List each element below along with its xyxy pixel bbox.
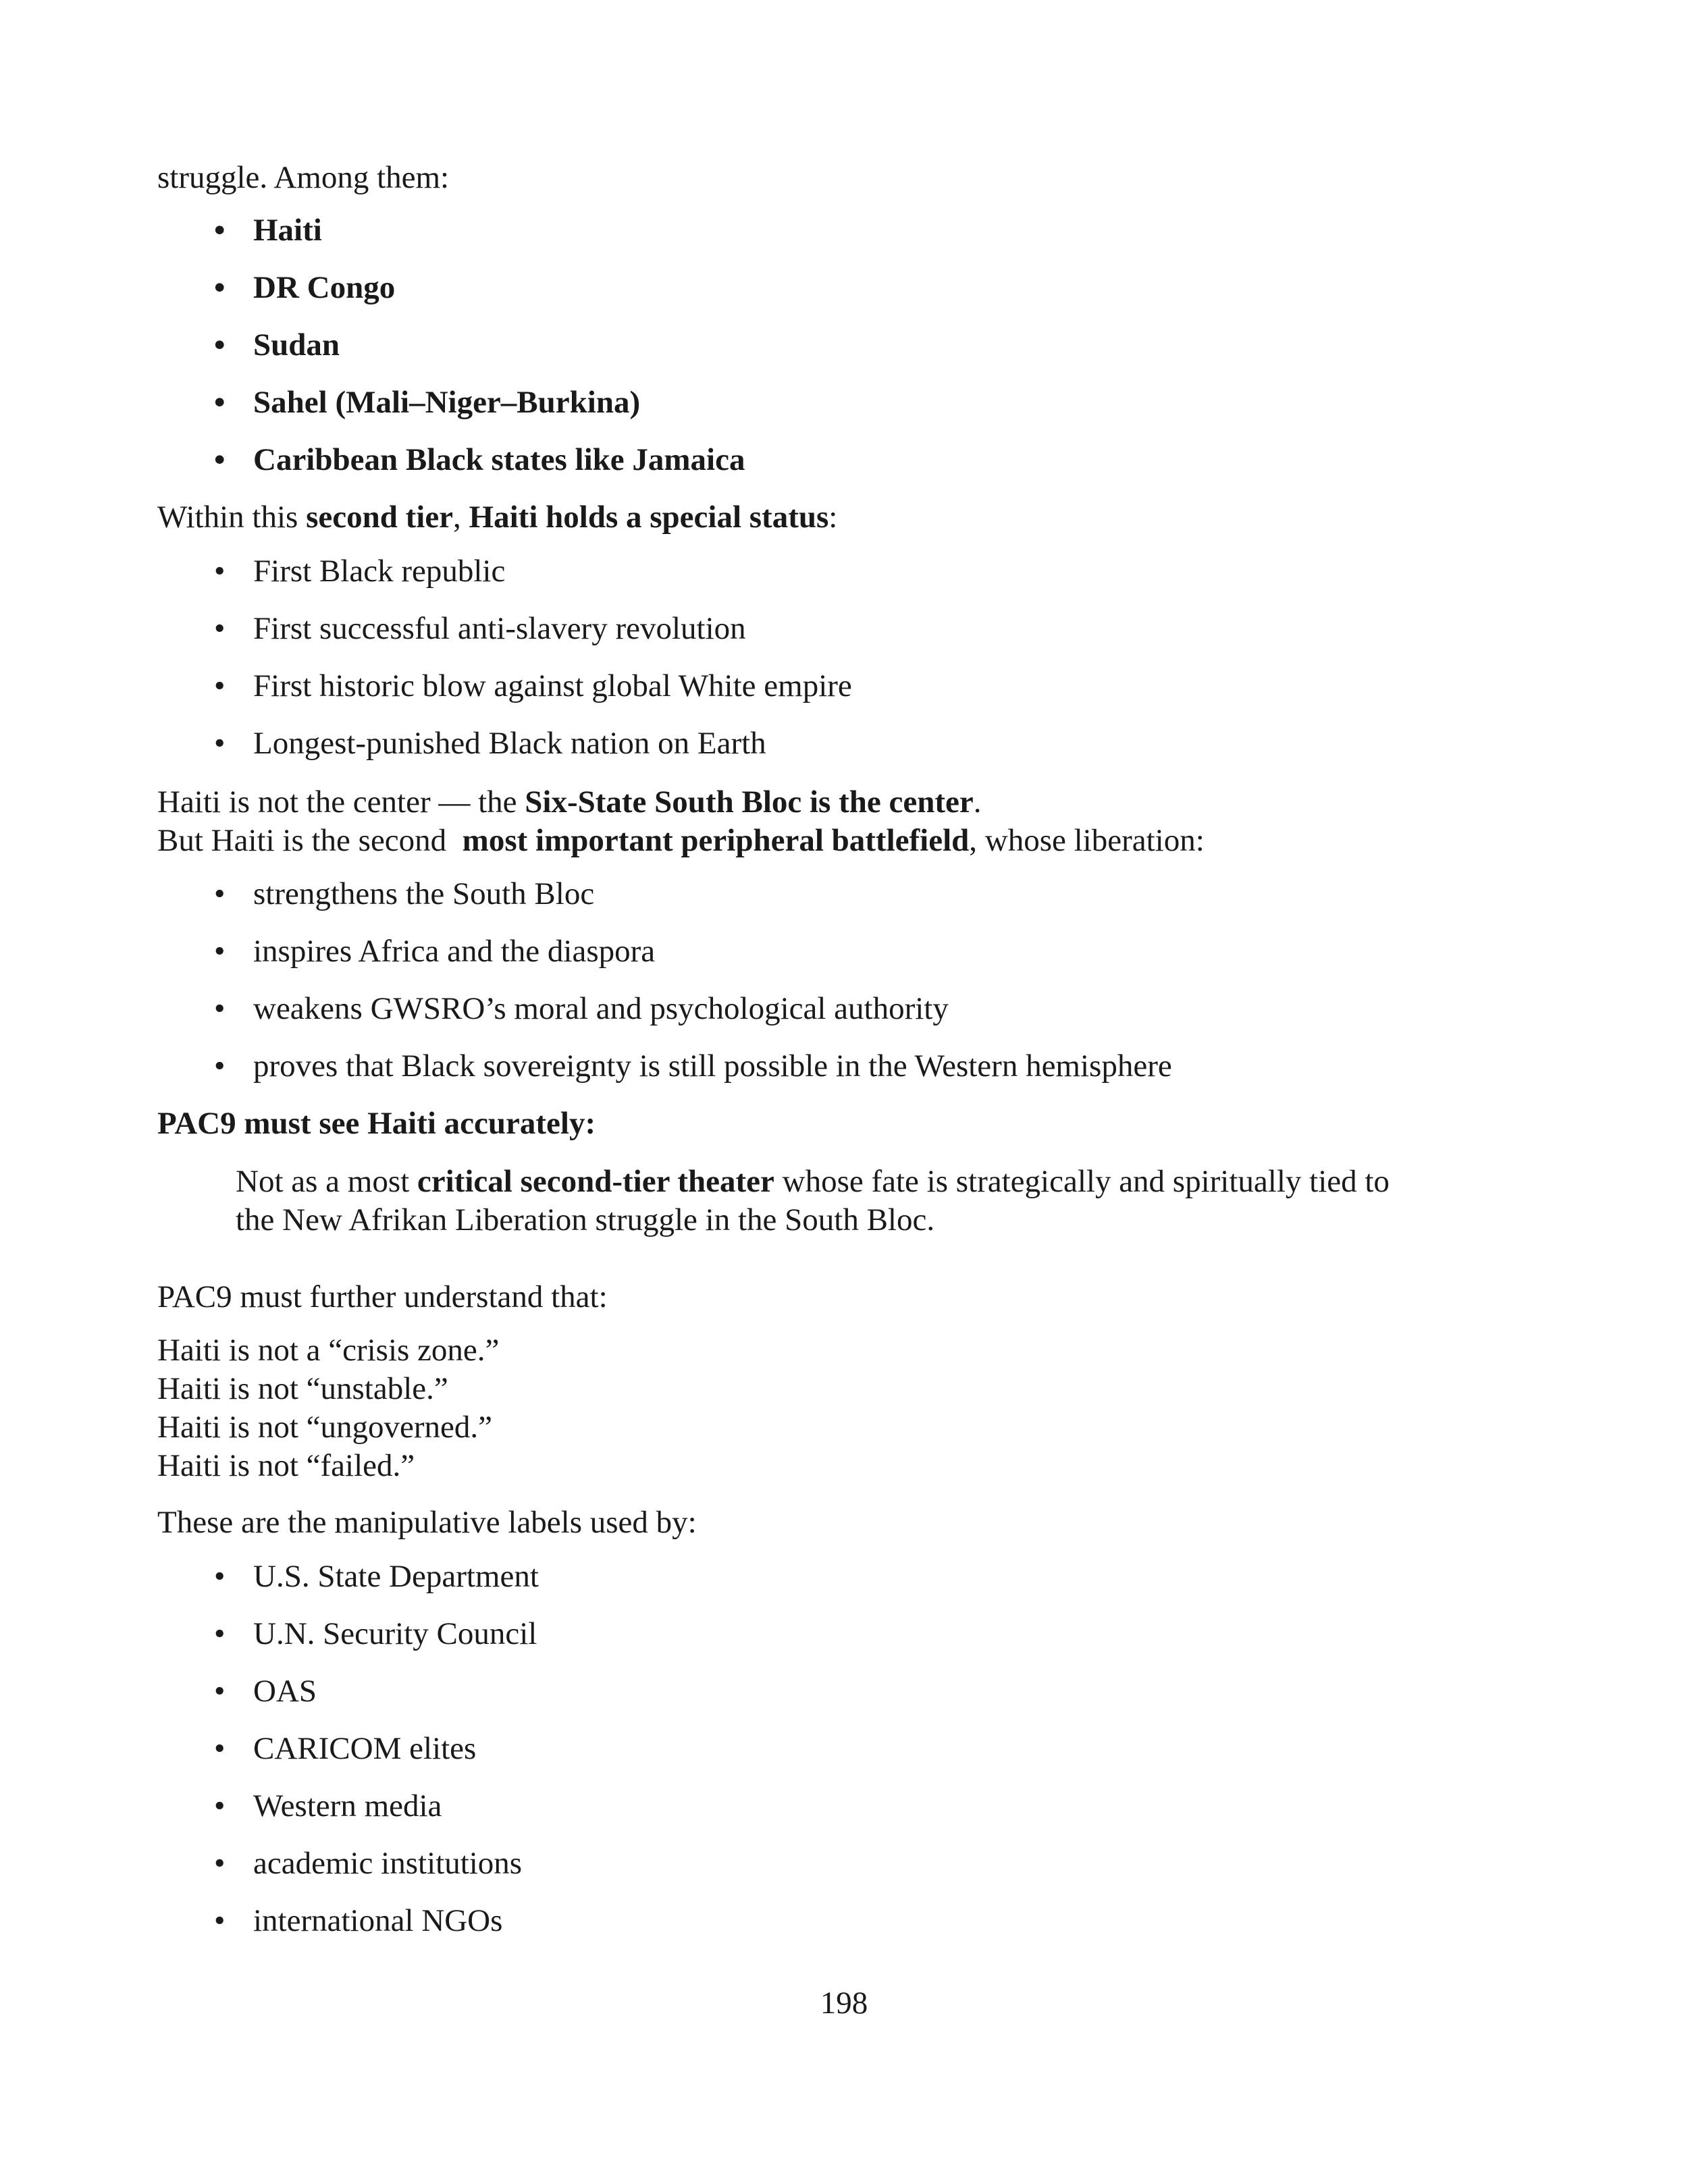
bullet-icon: • [214,1788,226,1823]
list-item-text: Sudan [253,327,340,363]
list-item-text: Sahel (Mali–Niger–Burkina) [253,385,641,420]
not-line: Haiti is not “ungoverned.” [157,1410,492,1445]
bullet-icon: • [214,1616,226,1651]
bullet-icon: • [214,1559,226,1594]
text-run: . [973,784,982,820]
text-run: But Haiti is the second [157,823,463,858]
page-number: 198 [820,1986,868,2021]
bullet-icon: • [214,726,226,761]
list-item-text: OAS [253,1674,317,1709]
text-run: , [453,500,469,535]
bullet-icon: • [214,1731,226,1766]
bullet-icon: • [214,934,226,969]
text-run: Within this [157,500,307,535]
further-paragraph: PAC9 must further understand that: [157,1279,608,1314]
bold-text-run: most important peripheral battlefield [462,823,970,858]
bold-text-run: critical second-tier theater [417,1164,774,1199]
bullet-icon: • [214,213,226,248]
pac9-heading: PAC9 must see Haiti accurately: [157,1106,596,1141]
list-item-text: U.S. State Department [253,1559,539,1594]
bullet-icon: • [214,327,226,363]
list-item-text: Caribbean Black states like Jamaica [253,442,745,477]
list-item-text: Longest-punished Black nation on Earth [253,726,766,761]
list-item-text: First historic blow against global White empire [253,668,852,703]
list-item-text: First successful anti-slavery revolution [253,611,746,646]
center-paragraph-line [157,783,982,821]
pac9-quote-line-2: the New Afrikan Liberation struggle in the South Bloc. [236,1202,935,1237]
labels-paragraph: These are the manipulative labels used by: [157,1505,697,1540]
bullet-icon: • [214,554,226,589]
list-item-text: weakens GWSRO’s moral and psychological authority [253,991,949,1026]
list-item-text: proves that Black sovereignty is still possible in the Western hemisphere [253,1048,1172,1084]
bullet-icon: • [214,1674,226,1709]
list-item-text: Haiti [253,213,322,248]
bold-text-run: Six-State South Bloc is the center [525,784,974,820]
bold-text-run: second tier [306,500,454,535]
text-run: Haiti is not the center — the [157,784,525,820]
list-item-text: international NGOs [253,1903,503,1938]
list-item-text: Western media [253,1788,442,1823]
not-line: Haiti is not a “crisis zone.” [157,1333,500,1368]
bullet-icon: • [214,1048,226,1084]
list-item-text: strengthens the South Bloc [253,876,595,911]
list-item-text: First Black republic [253,554,506,589]
list-item-text: inspires Africa and the diaspora [253,934,656,969]
bullet-icon: • [214,611,226,646]
bullet-icon: • [214,668,226,703]
bold-text-run: Haiti holds a special status [469,500,829,535]
text-run: : [828,500,838,535]
bullet-icon: • [214,876,226,911]
bullet-icon: • [214,1903,226,1938]
list-item-text: DR Congo [253,270,396,305]
intro-line: struggle. Among them: [157,160,450,195]
list-item-text: academic institutions [253,1846,523,1881]
text-run: , whose liberation: [969,823,1205,858]
not-line: Haiti is not “unstable.” [157,1371,448,1406]
text-run: whose fate is strategically and spiritually tied to [774,1164,1390,1199]
not-line: Haiti is not “failed.” [157,1448,415,1483]
list-item-text: U.N. Security Council [253,1616,537,1651]
list-item-text: CARICOM elites [253,1731,477,1766]
bullet-icon: • [214,442,226,477]
text-run: Not as a most [236,1164,417,1199]
bullet-icon: • [214,991,226,1026]
bullet-icon: • [214,385,226,420]
battlefield-paragraph-line [157,822,1205,859]
pac9-quote-line-1 [236,1163,1390,1200]
bullet-icon: • [214,1846,226,1881]
second-tier-paragraph [157,498,837,536]
bullet-icon: • [214,270,226,305]
